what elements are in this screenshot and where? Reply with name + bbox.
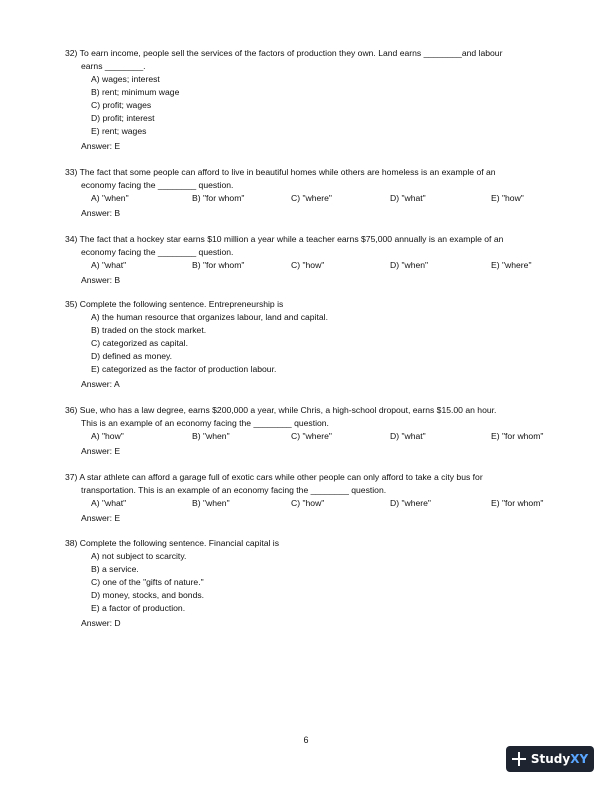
option-c: C) one of the "gifts of nature.": [91, 577, 204, 587]
answer: Answer: A: [81, 379, 120, 389]
option-e: E) "where": [491, 260, 532, 270]
option-c: C) "how": [291, 498, 325, 508]
option-list: [91, 550, 204, 615]
option-b: B) traded on the stock market.: [91, 325, 207, 335]
option-c: C) profit; wages: [91, 100, 152, 110]
question-stem-line: 36) Sue, who has a law degree, earns $200,000 a year, while Chris, a high-school dropout, earns $15.00 an hour.: [65, 405, 497, 415]
option-row: [91, 192, 561, 205]
answer: Answer: D: [81, 618, 121, 628]
option-a: A) "how": [91, 431, 124, 441]
option-e: E) categorized as the factor of production labour.: [91, 364, 277, 374]
option-a: A) the human resource that organizes labour, land and capital.: [91, 312, 328, 322]
question-stem: [65, 166, 555, 192]
option-b: B) a service.: [91, 564, 139, 574]
option-e: E) rent; wages: [91, 126, 147, 136]
question-stem-line: 35) Complete the following sentence. Entrepreneurship is: [65, 299, 284, 309]
option-a: A) wages; interest: [91, 74, 160, 84]
option-a: A) "what": [91, 260, 127, 270]
question-stem-line: economy facing the ________ question.: [81, 180, 234, 190]
option-d: D) money, stocks, and bonds.: [91, 590, 205, 600]
option-e: E) "for whom": [491, 498, 544, 508]
option-b: B) rent; minimum wage: [91, 87, 180, 97]
option-a: A) not subject to scarcity.: [91, 551, 187, 561]
answer: Answer: B: [81, 208, 121, 218]
answer: Answer: B: [81, 275, 121, 285]
option-e: E) a factor of production.: [91, 603, 186, 613]
option-b: B) "when": [192, 498, 230, 508]
question-stem-line: 37) A star athlete can afford a garage full of exotic cars while other people can only afford to take a city bus for: [65, 472, 483, 482]
option-d: D) profit; interest: [91, 113, 155, 123]
option-list: [91, 311, 328, 376]
option-row: [91, 430, 561, 443]
option-a: A) "when": [91, 193, 129, 203]
question-stem-line: transportation. This is an example of an economy facing the ________ question.: [81, 485, 387, 495]
question-stem: [65, 298, 555, 311]
option-row: [91, 259, 561, 272]
option-d: D) defined as money.: [91, 351, 173, 361]
option-b: B) "when": [192, 431, 230, 441]
option-c: C) "where": [291, 193, 332, 203]
question-stem-line: 32) To earn income, people sell the services of the factors of production they own. Land earns ________and labour: [65, 48, 503, 58]
option-a: A) "what": [91, 498, 127, 508]
option-e: E) "how": [491, 193, 524, 203]
option-d: D) "what": [390, 193, 426, 203]
option-c: C) categorized as capital.: [91, 338, 188, 348]
option-d: D) "where": [390, 498, 431, 508]
option-b: B) "for whom": [192, 260, 245, 270]
page-number: 6: [303, 735, 309, 745]
brand-accent: XY: [570, 751, 589, 766]
brand-main: Study: [530, 751, 571, 766]
question-stem-line: This is an example of an economy facing the ________ question.: [81, 418, 329, 428]
option-e: E) "for whom": [491, 431, 544, 441]
question-stem-line: economy facing the ________ question.: [81, 247, 234, 257]
option-row: [91, 497, 561, 510]
option-c: C) "how": [291, 260, 325, 270]
question-stem: [65, 471, 555, 497]
answer: Answer: E: [81, 141, 121, 151]
studyxy-watermark: [506, 746, 594, 772]
question-stem: [65, 537, 555, 550]
question-stem-line: 38) Complete the following sentence. Financial capital is: [65, 538, 280, 548]
option-d: D) "when": [390, 260, 429, 270]
answer: Answer: E: [81, 513, 121, 523]
question-stem: [65, 233, 555, 259]
option-b: B) "for whom": [192, 193, 245, 203]
question-stem-line: earns ________.: [81, 61, 146, 71]
brand-name: [531, 753, 588, 766]
option-list: [91, 73, 179, 138]
question-stem: [65, 404, 555, 430]
question-stem-line: 33) The fact that some people can afford to live in beautiful homes while others are homeless is an example of an: [65, 167, 496, 177]
question-stem: [65, 47, 555, 73]
answer: Answer: E: [81, 446, 121, 456]
option-d: D) "what": [390, 431, 426, 441]
question-stem-line: 34) The fact that a hockey star earns $10 million a year while a teacher earns $75,000 annually is an example of an: [65, 234, 504, 244]
option-c: C) "where": [291, 431, 332, 441]
plus-icon: [512, 752, 526, 766]
